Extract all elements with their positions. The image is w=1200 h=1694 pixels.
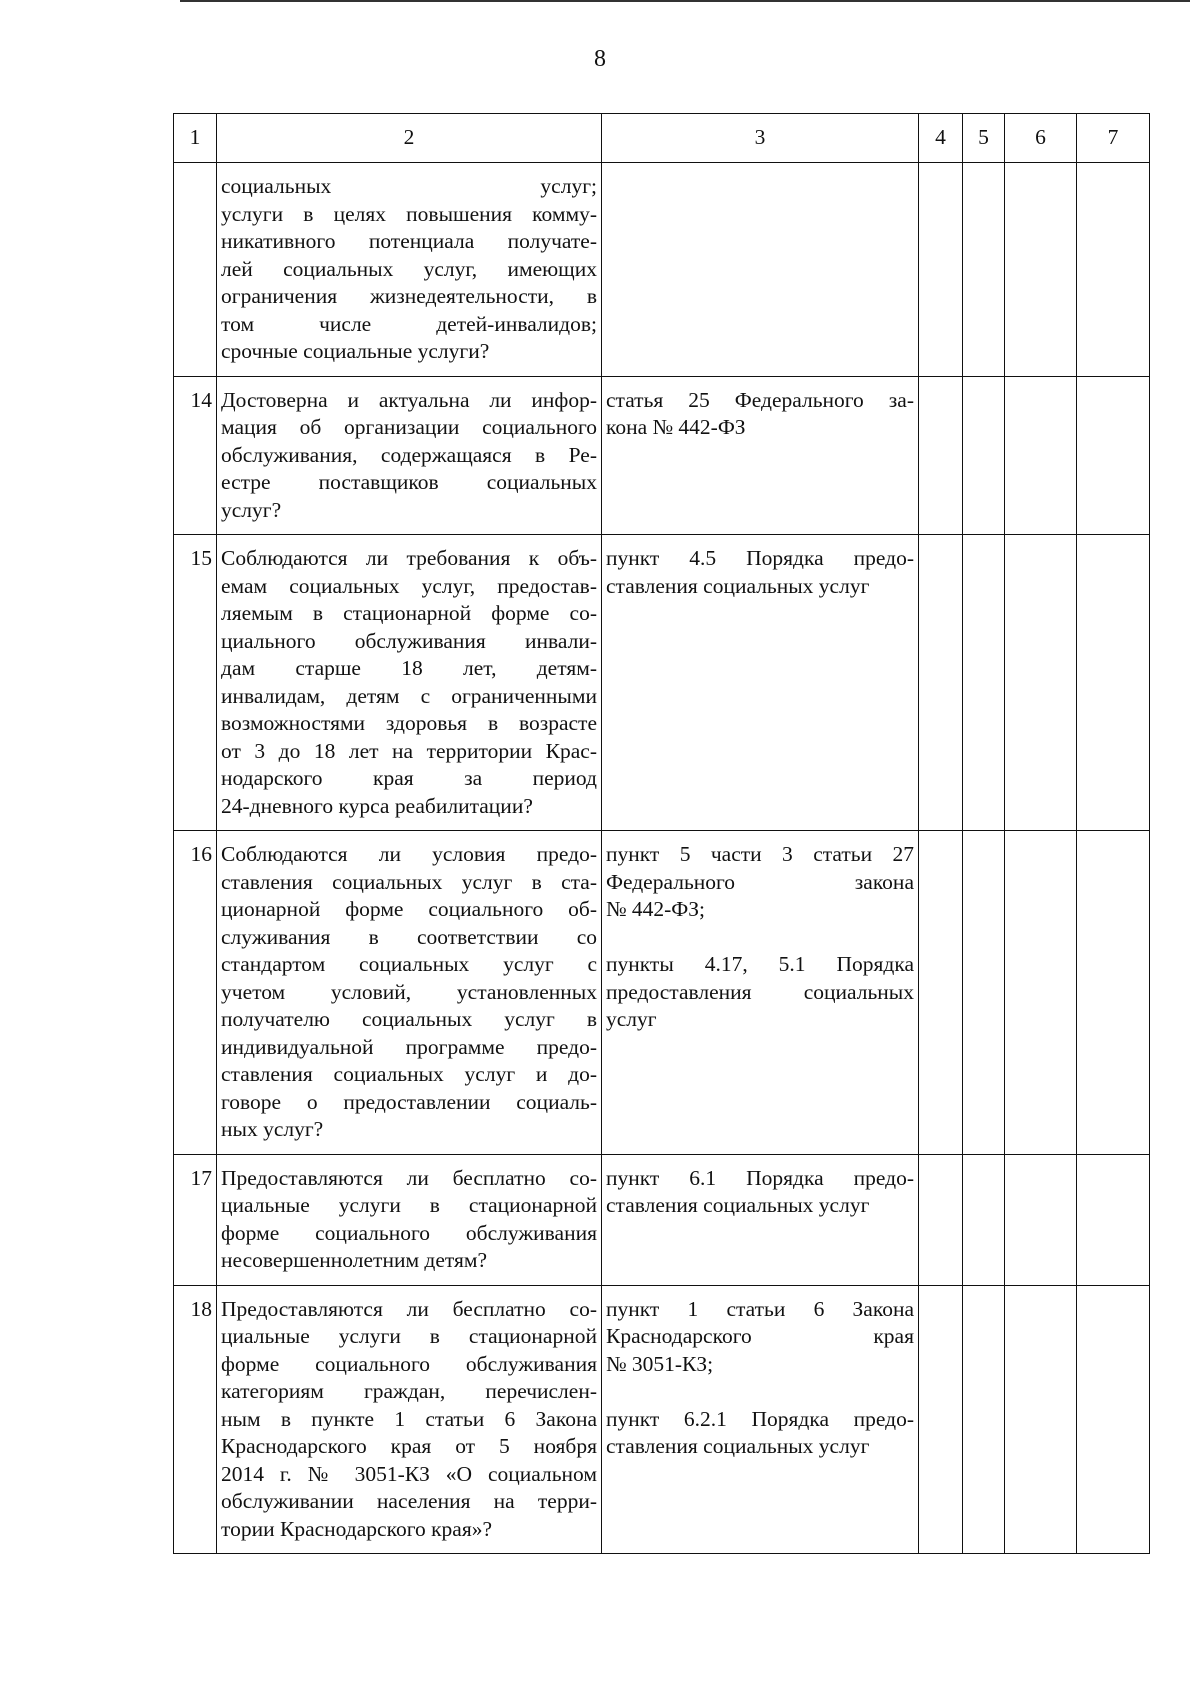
row-number: 16 xyxy=(174,831,217,1155)
question-cell xyxy=(217,163,602,377)
empty-cell-col-7 xyxy=(1077,535,1150,831)
question-line: дам старше 18 лет, детям- xyxy=(221,656,597,680)
question-line: циальные услуги в стационарной xyxy=(221,1193,597,1217)
checklist-table xyxy=(173,113,1150,1554)
empty-cell-col-5 xyxy=(963,1154,1005,1285)
empty-cell-col-5 xyxy=(963,1285,1005,1554)
header-col-3: 3 xyxy=(602,114,919,163)
legal-basis-line: статья 25 Федерального за- xyxy=(606,387,914,412)
empty-cell-col-5 xyxy=(963,535,1005,831)
question-line: Краснодарского края от 5 ноября xyxy=(221,1434,597,1458)
question-line: Предоставляются ли бесплатно со- xyxy=(221,1296,597,1321)
header-col-7: 7 xyxy=(1077,114,1150,163)
question-line: обслуживании населения на терри- xyxy=(221,1489,597,1513)
legal-basis-line: предоставления социальных xyxy=(606,979,914,1004)
question-line: мация об организации социального xyxy=(221,415,597,439)
empty-cell-col-4 xyxy=(919,1285,963,1554)
empty-cell-col-4 xyxy=(919,535,963,831)
question-line: Соблюдаются ли условия предо- xyxy=(221,842,597,866)
empty-cell-col-7 xyxy=(1077,163,1150,377)
table-row xyxy=(174,535,1150,831)
legal-basis-line: пункт 1 статьи 6 Закона xyxy=(606,1296,914,1321)
header-row xyxy=(174,114,1150,163)
empty-cell-col-4 xyxy=(919,163,963,377)
legal-basis-cell xyxy=(602,163,919,377)
paragraph-gap xyxy=(606,1378,914,1406)
header-col-1: 1 xyxy=(174,114,217,163)
question-line: емам социальных услуг, предостав- xyxy=(221,573,597,598)
empty-cell-col-6 xyxy=(1005,163,1077,377)
row-number: 15 xyxy=(174,535,217,831)
question-line: 24-дневного курса реабилитации? xyxy=(221,793,533,818)
question-line: тории Краснодарского края»? xyxy=(221,1516,493,1541)
question-line: стандартом социальных услуг с xyxy=(221,952,597,976)
question-line: ным в пункте 1 статьи 6 Закона xyxy=(221,1406,597,1431)
header-col-4: 4 xyxy=(919,114,963,163)
legal-basis-line: пункт 6.2.1 Порядка предо- xyxy=(606,1406,914,1431)
question-line: служивания в соответствии со xyxy=(221,924,597,949)
question-line: нодарского края за период xyxy=(221,766,597,790)
legal-basis-line: пункт 4.5 Порядка предо- xyxy=(606,546,914,570)
empty-cell-col-4 xyxy=(919,376,963,535)
empty-cell-col-7 xyxy=(1077,1154,1150,1285)
question-line: форме социального обслуживания xyxy=(221,1220,597,1245)
question-line: несовершеннолетним детям? xyxy=(221,1248,488,1272)
legal-basis-cell xyxy=(602,831,919,1155)
question-line: циальные услуги в стационарной xyxy=(221,1324,597,1348)
header-col-6: 6 xyxy=(1005,114,1077,163)
question-line: срочные социальные услуги? xyxy=(221,339,490,363)
empty-cell-col-6 xyxy=(1005,1154,1077,1285)
empty-cell-col-7 xyxy=(1077,1285,1150,1554)
question-line: циального обслуживания инвали- xyxy=(221,628,597,653)
legal-basis-line: ставления социальных услуг xyxy=(606,573,870,598)
question-cell xyxy=(217,1154,602,1285)
question-line: социальных услуг; xyxy=(221,174,597,198)
question-line: индивидуальной программе предо- xyxy=(221,1034,597,1059)
empty-cell-col-4 xyxy=(919,1154,963,1285)
legal-basis-cell xyxy=(602,1285,919,1554)
empty-cell-col-7 xyxy=(1077,376,1150,535)
empty-cell-col-5 xyxy=(963,163,1005,377)
question-line: ционарной форме социального об- xyxy=(221,897,597,921)
scan-edge-line xyxy=(180,0,1190,5)
legal-basis-line: ставления социальных услуг xyxy=(606,1434,870,1458)
table-body xyxy=(174,163,1150,1554)
empty-cell-col-6 xyxy=(1005,831,1077,1155)
question-line: от 3 до 18 лет на территории Крас- xyxy=(221,738,597,763)
legal-basis-line: кона № 442-ФЗ xyxy=(606,415,746,439)
question-line: ляемым в стационарной форме со- xyxy=(221,601,597,625)
question-line: услуги в целях повышения комму- xyxy=(221,201,597,226)
row-number: 17 xyxy=(174,1154,217,1285)
table-row xyxy=(174,1154,1150,1285)
question-cell xyxy=(217,1285,602,1554)
legal-basis-cell xyxy=(602,376,919,535)
question-cell xyxy=(217,831,602,1155)
legal-basis-line: пункт 6.1 Порядка предо- xyxy=(606,1165,914,1190)
paragraph-gap xyxy=(606,924,914,952)
legal-basis-line: пункт 5 части 3 статьи 27 xyxy=(606,842,914,866)
empty-cell-col-5 xyxy=(963,376,1005,535)
question-line: ных услуг? xyxy=(221,1117,324,1141)
question-line: обслуживания, содержащаяся в Ре- xyxy=(221,442,597,467)
legal-basis-line: услуг xyxy=(606,1007,657,1031)
question-line: лей социальных услуг, имеющих xyxy=(221,256,597,281)
empty-cell-col-4 xyxy=(919,831,963,1155)
question-line: ставления социальных услуг в ста- xyxy=(221,869,597,894)
page-number: 8 xyxy=(594,46,606,72)
question-line: категориям граждан, перечислен- xyxy=(221,1379,597,1403)
empty-cell-col-7 xyxy=(1077,831,1150,1155)
question-line: никативного потенциала получате- xyxy=(221,229,597,253)
empty-cell-col-6 xyxy=(1005,1285,1077,1554)
question-line: получателю социальных услуг в xyxy=(221,1007,597,1031)
header-col-2: 2 xyxy=(217,114,602,163)
row-number xyxy=(174,163,217,377)
legal-basis-line: № 442-ФЗ; xyxy=(606,897,706,921)
question-line: учетом условий, установленных xyxy=(221,979,597,1004)
table-row xyxy=(174,831,1150,1155)
legal-basis-line: ставления социальных услуг xyxy=(606,1193,870,1217)
empty-cell-col-5 xyxy=(963,831,1005,1155)
question-line: возможностями здоровья в возрасте xyxy=(221,711,597,735)
question-line: инвалидам, детям с ограниченными xyxy=(221,683,597,708)
question-line: говоре о предоставлении социаль- xyxy=(221,1089,597,1114)
table-row xyxy=(174,1285,1150,1554)
empty-cell-col-6 xyxy=(1005,376,1077,535)
table-row xyxy=(174,163,1150,377)
row-number: 18 xyxy=(174,1285,217,1554)
table-row xyxy=(174,376,1150,535)
question-line: форме социального обслуживания xyxy=(221,1351,597,1376)
question-line: ставления социальных услуг и до- xyxy=(221,1062,597,1086)
question-cell xyxy=(217,376,602,535)
question-line: услуг? xyxy=(221,497,282,522)
legal-basis-line: № 3051-КЗ; xyxy=(606,1351,714,1376)
header-col-5: 5 xyxy=(963,114,1005,163)
legal-basis-cell xyxy=(602,1154,919,1285)
question-line: естре поставщиков социальных xyxy=(221,470,597,494)
question-line: ограничения жизнедеятельности, в xyxy=(221,284,597,308)
question-line: 2014 г. № 3051-КЗ «О социальном xyxy=(221,1461,597,1486)
legal-basis-line: Федерального закона xyxy=(606,869,914,894)
legal-basis-line: Краснодарского края xyxy=(606,1324,914,1348)
legal-basis-line: пункты 4.17, 5.1 Порядка xyxy=(606,952,914,976)
legal-basis-cell xyxy=(602,535,919,831)
empty-cell-col-6 xyxy=(1005,535,1077,831)
question-line: Достоверна и актуальна ли инфор- xyxy=(221,387,597,412)
question-cell xyxy=(217,535,602,831)
question-line: Соблюдаются ли требования к объ- xyxy=(221,546,597,570)
question-line: том числе детей-инвалидов; xyxy=(221,311,597,336)
row-number: 14 xyxy=(174,376,217,535)
question-line: Предоставляются ли бесплатно со- xyxy=(221,1165,597,1190)
